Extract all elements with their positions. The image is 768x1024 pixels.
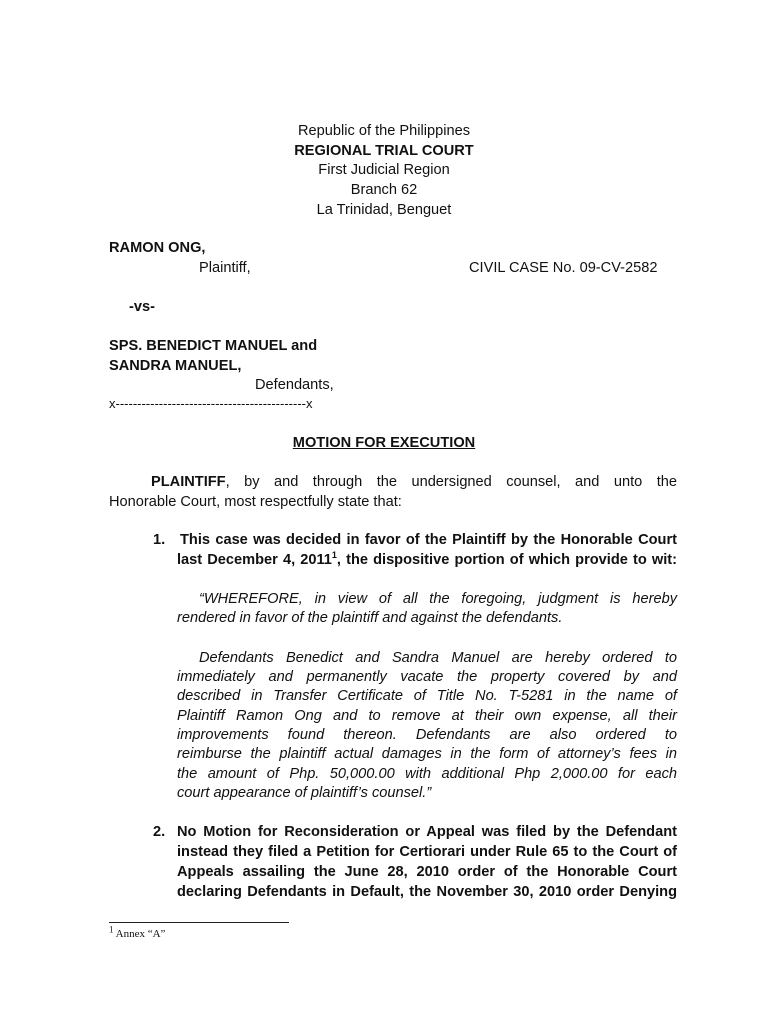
caption-separator: x--------------------------------------------x: [109, 396, 313, 411]
defendants-name-2: SANDRA MANUEL,: [109, 358, 242, 374]
defendants-role: Defendants,: [255, 377, 334, 393]
intro-line-1-text: , by and through the undersigned counsel, and unto the: [225, 474, 677, 490]
item-1-number: 1.: [153, 532, 166, 548]
versus-label: -vs-: [129, 299, 155, 315]
quote-p2-line: improvements found thereon. Defendants are also ordered to: [177, 727, 677, 743]
quote-p2-line: the amount of Php. 50,000.00 with additional Php 2,000.00 for each: [177, 766, 677, 782]
footnote-ref: 1: [331, 550, 337, 561]
quote-p2-line: Defendants Benedict and Sandra Manuel are hereby ordered to: [199, 650, 677, 666]
quote-p2-line: court appearance of plaintiff’s counsel.”: [177, 785, 432, 801]
plaintiff-name: RAMON ONG,: [109, 240, 206, 256]
plaintiff-role: Plaintiff,: [199, 260, 251, 276]
header-branch: Branch 62: [350, 182, 418, 198]
item-1-line-1: This case was decided in favor of the Plaintiff by the Honorable Court: [180, 532, 677, 548]
quote-p2-line: described in Transfer Certificate of Title No. T-5281 in the name of: [177, 688, 677, 704]
intro-line-2: Honorable Court, most respectfully state that:: [109, 494, 402, 510]
quote-p2-line: Plaintiff Ramon Ong and to remove at their own expense, all their: [177, 708, 677, 724]
quote-p2-line: reimburse the plaintiff actual damages in the form of attorney’s fees in: [177, 746, 677, 762]
intro-line-1: [151, 474, 677, 490]
quote-p2-line: immediately and permanently vacate the property covered by and: [177, 669, 677, 685]
footnote-divider: [109, 922, 289, 923]
footnote-number: 1: [109, 924, 114, 935]
header-region: First Judicial Region: [318, 162, 450, 178]
motion-title: MOTION FOR EXECUTION: [292, 435, 476, 451]
item-1-line-2-text: , the dispositive portion of which provide to wit:: [336, 552, 678, 568]
item-2-line-4: declaring Defendants in Default, the November 30, 2010 order Denying: [177, 884, 677, 900]
intro-lead: PLAINTIFF: [151, 474, 226, 490]
item-2-line-3: Appeals assailing the June 28, 2010 order of the Honorable Court: [177, 864, 677, 880]
defendants-name-1: SPS. BENEDICT MANUEL and: [109, 338, 318, 354]
quote-p1-line-1: “WHEREFORE, in view of all the foregoing, judgment is hereby: [199, 591, 677, 607]
header-court: REGIONAL TRIAL COURT: [294, 143, 474, 159]
quote-p1-line-2: rendered in favor of the plaintiff and against the defendants.: [177, 610, 563, 626]
item-1-line-2: [177, 552, 677, 568]
case-number: CIVIL CASE No. 09-CV-2582: [469, 260, 658, 276]
item-1-date: last December 4, 2011: [177, 552, 332, 568]
item-2-number: 2.: [153, 824, 166, 840]
footnote: [109, 924, 166, 940]
item-2-line-1: No Motion for Reconsideration or Appeal was filed by the Defendant: [177, 824, 677, 840]
header-location: La Trinidad, Benguet: [316, 202, 452, 218]
item-2-line-2: instead they filed a Petition for Certiorari under Rule 65 to the Court of: [177, 844, 677, 860]
footnote-text: Annex “A”: [113, 928, 166, 940]
header-republic: Republic of the Philippines: [298, 123, 470, 139]
